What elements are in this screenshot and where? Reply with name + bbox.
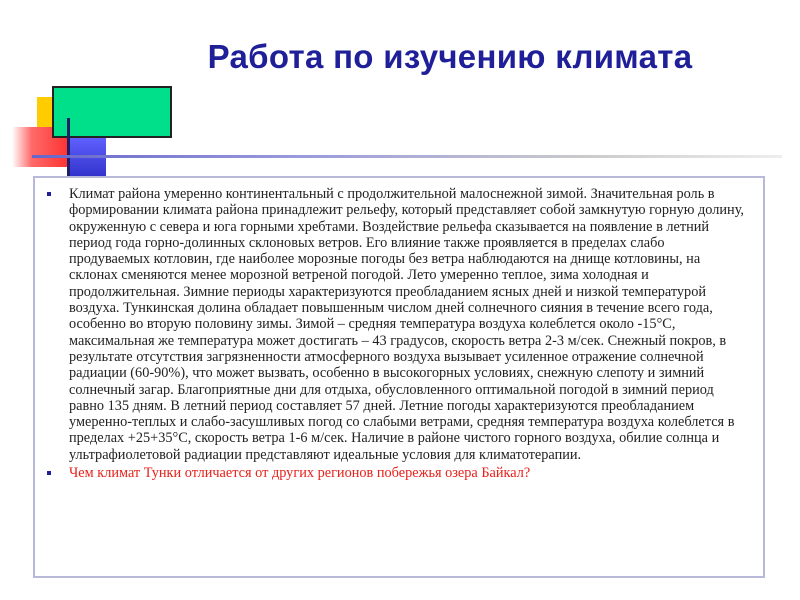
climate-description-item [69,186,745,463]
content-box [33,176,765,578]
vertical-line-decoration [67,118,70,176]
square-bullet-icon [47,471,51,475]
green-rectangle-decoration [52,86,172,138]
title-underline-decoration [32,155,782,158]
question-item [69,465,745,481]
slide-title: Работа по изучению климата [207,38,693,75]
square-bullet-icon [47,192,51,196]
climate-description-text: Климат района умеренно континентальный с продолжительной малоснежной зимой. Значительная роль в формировании климата района принадлежит рельефу, который представляет собой замкнутую горную долину, окруженную с севера и юга горными хребтами. Воздействие рельефа сказывается на появление в летний период года горно-долинных склоновых ветров. Его влияние также проявляется в пределах слабо продуваемых котловин, где наиболее морозные погоды без ветра наблюдаются на днище котловины, на склонах сменяются менее морозной ветреной погодой. Лето умеренно теплое, зима холодная и продолжительная. Зимние периоды характеризуются преобладанием ясных дней и низкой температурой воздуха. Тункинская долина обладает повышенным числом дней солнечного сияния в течение всего года, особенно во вторую половину зимы. Зимой – средняя температура воздуха колеблется около -15°С, максимальная же температура может достигать – 43 градусов, скорость ветра 2-3 м/сек. Снежный покров, в результате отсутствия загрязненности атмосферного воздуха вызывает усиленное отражение солнечной радиации (60-90%), что может вызвать, особенно в высокогорных условиях, снежную слепоту и зимний солнечный загар. Благоприятные дни для отдыха, обусловленного оптимальной погодой в зимний период равно 135 дням. В летний период составляет 57 дней. Летние погоды характеризуются преобладанием умеренно-теплых и слабо-засушливых погод со слабыми ветрами, средняя температура воздуха колеблется в пределах +25+35°С, скорость ветра 1-6 м/сек. Наличие в районе чистого горного воздуха, обилие солнца и ультрафиолетовой радиации представляют идеальные условия для климатотерапии. [69,186,744,463]
question-text: Чем климат Тунки отличается от других регионов побережья озера Байкал? [69,465,531,482]
